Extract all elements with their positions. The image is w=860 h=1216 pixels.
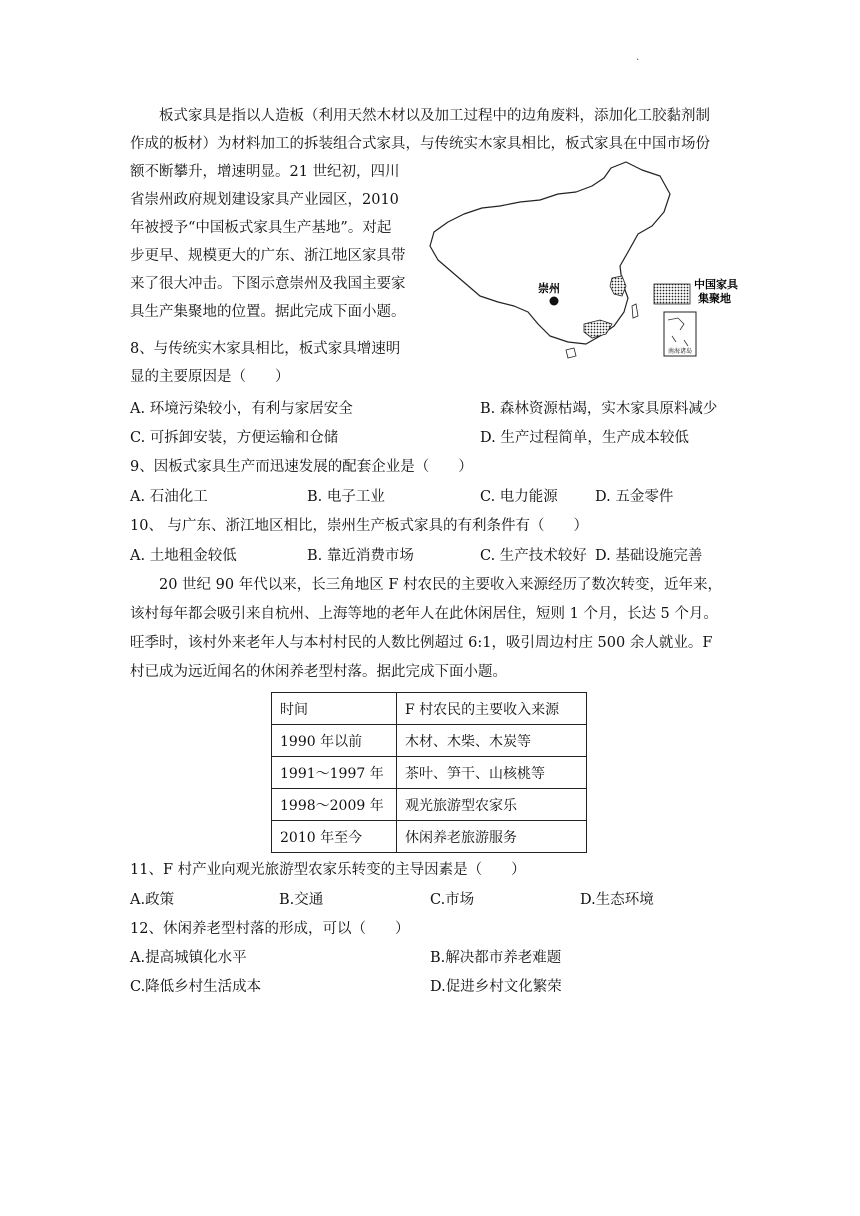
q10-option-c[interactable]: C. 生产技术较好 [480, 548, 587, 564]
passage-2-line-4: 村已成为远近闻名的休闲养老型村落。据此完成下面小题。 [130, 664, 507, 680]
q11-option-a[interactable]: A.政策 [130, 892, 175, 908]
q11-option-b[interactable]: B.交通 [279, 892, 324, 908]
hainan-island [566, 348, 576, 358]
passage-2-line-2: 该村每年都会吸引来自杭州、上海等地的老年人在此休闲居住，短则 1 个月，长达 5 个月。 [130, 606, 718, 622]
q12-option-a[interactable]: A.提高城镇化水平 [130, 950, 247, 966]
q9-option-b[interactable]: B. 电子工业 [307, 489, 385, 505]
q12-option-c[interactable]: C.降低乡村生活成本 [130, 979, 262, 995]
table-cell-source: 木材、木柴、木炭等 [397, 725, 587, 757]
q11-stem: 11、F 村产业向观光旅游型农家乐转变的主导因素是（ ） [130, 862, 526, 878]
q8-stem-line-1: 8、与传统实木家具相比，板式家具增速明 [130, 341, 401, 357]
passage-1-line-1: 板式家具是指以人造板（利用天然木材以及加工过程中的边角废料，添加化工胶黏剂制 [159, 108, 710, 124]
table-row [272, 789, 587, 821]
zhejiang-cluster [610, 276, 626, 296]
china-outline [430, 162, 670, 344]
q9-option-c[interactable]: C. 电力能源 [480, 489, 558, 505]
q8-stem-line-2: 显的主要原因是（ ） [130, 369, 290, 385]
q9-option-d[interactable]: D. 五金零件 [595, 489, 674, 505]
guangdong-cluster [584, 320, 612, 338]
q8-option-d[interactable]: D. 生产过程简单，生产成本较低 [480, 430, 689, 446]
passage-1-line-8: 具生产集聚地的位置。据此完成下面小题。 [130, 304, 406, 320]
table-cell-time: 1990 年以前 [272, 725, 397, 757]
q11-option-c[interactable]: C.市场 [430, 892, 475, 908]
table-header-source: F 村农民的主要收入来源 [397, 693, 587, 725]
legend-swatch [654, 284, 690, 304]
q11-option-d[interactable]: D.生态环境 [580, 892, 654, 908]
q12-stem: 12、休闲养老型村落的形成，可以（ ） [130, 921, 410, 937]
table-row [272, 725, 587, 757]
passage-2-line-1: 20 世纪 90 年代以来，长三角地区 F 村农民的主要收入来源经历了数次转变，近年来， [159, 577, 723, 593]
q12-option-b[interactable]: B.解决都市养老难题 [430, 950, 562, 966]
q9-stem: 9、因板式家具生产而迅速发展的配套企业是（ ） [130, 459, 473, 475]
passage-2-line-3: 旺季时，该村外来老年人与本村村民的人数比例超过 6:1，吸引周边村庄 500 余人就业。F [130, 635, 713, 651]
passage-1-line-3: 额不断攀升，增速明显。21 世纪初，四川 [130, 164, 400, 180]
header-dot: . [636, 52, 640, 63]
taiwan-island [632, 304, 638, 318]
passage-1-line-5: 年被授予“中国板式家具生产基地”。对起 [130, 220, 392, 236]
legend-label-line-1: 中国家具 [694, 278, 738, 291]
table-row [272, 757, 587, 789]
q12-option-d[interactable]: D.促进乡村文化繁荣 [430, 979, 562, 995]
table-cell-time: 1991～1997 年 [272, 757, 397, 789]
q8-option-b[interactable]: B. 森林资源枯竭，实木家具原料减少 [480, 401, 718, 417]
income-source-table [271, 692, 587, 853]
passage-1-line-2: 作成的板材）为材料加工的拆装组合式家具，与传统实木家具相比，板式家具在中国市场份 [130, 136, 710, 152]
passage-1-line-6: 步更早、规模更大的广东、浙江地区家具带 [130, 248, 406, 264]
q10-option-a[interactable]: A. 土地租金较低 [130, 548, 237, 564]
table-header-row [272, 693, 587, 725]
q8-option-c[interactable]: C. 可拆卸安装，方便运输和仓储 [130, 430, 339, 446]
q10-stem: 10、 与广东、浙江地区相比，崇州生产板式家具的有利条件有（ ） [130, 518, 589, 534]
passage-1-line-7: 来了很大冲击。下图示意崇州及我国主要家 [130, 276, 406, 292]
chongzhou-marker [550, 297, 559, 306]
table-cell-source: 茶叶、笋干、山核桃等 [397, 757, 587, 789]
chongzhou-label: 崇州 [538, 282, 560, 295]
q9-option-a[interactable]: A. 石油化工 [130, 489, 208, 505]
table-cell-time: 2010 年至今 [272, 821, 397, 853]
q10-option-d[interactable]: D. 基础设施完善 [595, 548, 703, 564]
q8-option-a[interactable]: A. 环境污染较小，有利与家居安全 [130, 401, 353, 417]
table-cell-time: 1998～2009 年 [272, 789, 397, 821]
table-header-time: 时间 [272, 693, 397, 725]
inset-label: 南海诸岛 [667, 348, 693, 355]
legend-label-line-2: 集聚地 [698, 292, 731, 305]
q10-option-b[interactable]: B. 靠近消费市场 [307, 548, 414, 564]
table-cell-source: 休闲养老旅游服务 [397, 821, 587, 853]
china-map [428, 160, 760, 362]
table-row [272, 821, 587, 853]
table-cell-source: 观光旅游型农家乐 [397, 789, 587, 821]
passage-1-line-4: 省崇州政府规划建设家具产业园区，2010 [130, 192, 399, 208]
